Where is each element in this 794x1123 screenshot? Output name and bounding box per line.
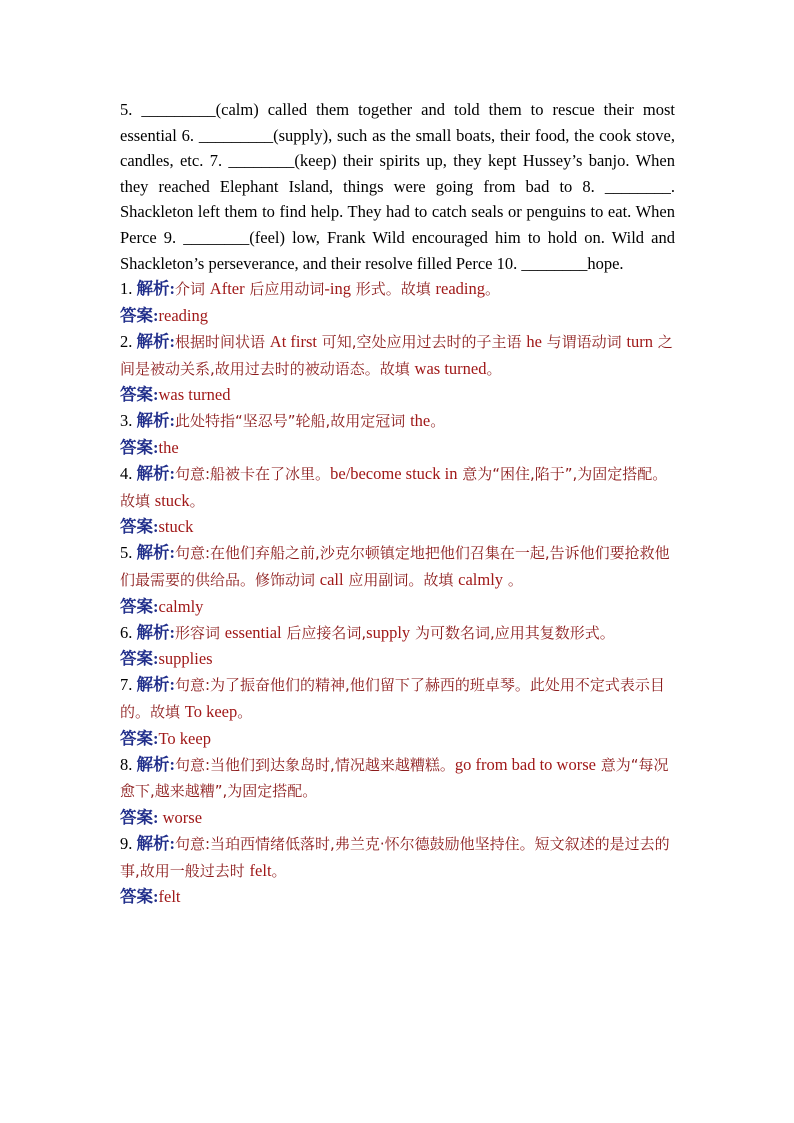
analysis-text: 形式。故填 [350, 280, 436, 299]
answer-entry [120, 303, 675, 329]
answer-label: 答案: [120, 305, 159, 325]
english-term: go from bad to worse [454, 754, 596, 774]
analysis-text: 句意:船被卡在了冰里。 [175, 464, 331, 483]
english-term: the [410, 411, 431, 431]
answer-entry [120, 646, 675, 672]
item-number: 8. [120, 754, 137, 774]
analysis-text: 之间是被动关系,故用过去时的被动语态。故填 [120, 332, 673, 378]
answer-value: felt [158, 887, 181, 907]
analysis-label: 解析: [136, 463, 175, 483]
item-number: 4. [120, 463, 137, 483]
analysis-text: 句意:当珀西情绪低落时,弗兰克·怀尔德鼓励他坚持住。短文叙述的是过去的事,故用一般过去时 [120, 834, 670, 880]
analysis-label: 解析: [136, 675, 175, 695]
answer-entry [120, 884, 675, 910]
english-term: he [526, 331, 542, 351]
answer-label: 答案: [120, 649, 159, 669]
english-term: -ing [324, 279, 351, 299]
english-term: turn [626, 331, 654, 351]
answer-label: 答案: [120, 517, 159, 537]
analysis-entry [120, 672, 675, 726]
analysis-text: 。 [430, 412, 446, 431]
english-term: stuck [154, 490, 190, 510]
analysis-label: 解析: [136, 279, 175, 299]
analysis-text: 介词 [175, 280, 210, 299]
answer-value: reading [158, 305, 208, 325]
analysis-label: 解析: [136, 754, 175, 774]
analysis-text: 。 [237, 702, 253, 721]
answer-value: To keep [158, 728, 211, 748]
analysis-text: 句意:在他们弃船之前,沙克尔顿镇定地把他们召集在一起,告诉他们要抢救他们最需要的供给品。修饰动词 [120, 544, 670, 589]
analysis-text: 意为“困住,陷于”,为固定搭配。故填 [120, 464, 668, 510]
analysis-text: 。 [189, 491, 205, 510]
item-number: 6. [120, 622, 137, 642]
item-number: 3. [120, 411, 137, 431]
analysis-text: 。 [486, 359, 502, 378]
analysis-text: 后应接名词, [281, 623, 367, 642]
analysis-entry [120, 329, 675, 383]
answer-entry [120, 382, 675, 408]
english-term: call [319, 569, 344, 589]
answer-entry [120, 514, 675, 540]
analysis-label: 解析: [136, 331, 175, 351]
answer-value: worse [158, 808, 203, 828]
analysis-text: 应用副词。故填 [343, 570, 459, 589]
analysis-text: 意为“每况愈下,越来越糟”,为固定搭配。 [120, 755, 669, 801]
analysis-text: 为可数名词,应用其复数形式。 [410, 623, 615, 642]
answer-value: the [158, 437, 179, 457]
item-number: 7. [120, 675, 137, 695]
analysis-text: 后应用动词 [244, 280, 325, 299]
answer-list [120, 276, 675, 910]
cloze-passage: 5. _________(calm) called them together and told them to rescue their most essential 6. _________(supply), such as the small boats, their food, the cook stove, candles, etc. 7. ________(keep) their spirits up, they kept Hussey’s banjo. When they reached Elephant Island, things were going from bad to 8. ________. Shackleton left them to find help. They had to catch seals or penguins to eat. When Perce 9. ________(feel) low, Frank Wild encouraged him to hold on. Wild and Shackleton’s perseverance, and their resolve filled Perce 10. ________hope. [120, 100, 675, 273]
analysis-entry [120, 276, 675, 303]
answer-value: supplies [158, 649, 213, 669]
analysis-label: 解析: [136, 622, 175, 642]
answer-entry [120, 726, 675, 752]
analysis-entry [120, 408, 675, 435]
analysis-text: 句意:为了振奋他们的精神,他们留下了赫西的班卓琴。此处用不定式表示目的。故填 [120, 676, 665, 721]
analysis-entry [120, 752, 675, 806]
answer-entry [120, 594, 675, 620]
analysis-text: 。 [485, 280, 501, 299]
answer-label: 答案: [120, 808, 159, 828]
answer-value: calmly [158, 596, 204, 616]
analysis-text: 根据时间状语 [175, 332, 270, 351]
analysis-text: 可知,空处应用过去时的子主语 [317, 332, 527, 351]
analysis-text: 句意:当他们到达象岛时,情况越来越糟糕。 [175, 755, 455, 774]
english-term: supply [366, 622, 411, 642]
item-number: 9. [120, 833, 137, 853]
analysis-text: 。 [503, 570, 523, 589]
english-term: be/become stuck in [330, 463, 458, 483]
analysis-entry [120, 831, 675, 885]
english-term: reading [435, 279, 486, 299]
analysis-text: 。 [271, 861, 287, 880]
english-term: felt [249, 860, 272, 880]
analysis-text: 与谓语动词 [541, 332, 627, 351]
analysis-label: 解析: [136, 411, 175, 431]
answer-value: stuck [158, 517, 194, 537]
answer-label: 答案: [120, 596, 159, 616]
document-page [120, 97, 675, 910]
analysis-entry [120, 540, 675, 594]
analysis-text: 形容词 [175, 623, 225, 642]
answer-value: was turned [158, 385, 231, 405]
item-number: 1. [120, 279, 137, 299]
english-term: After [209, 279, 245, 299]
english-term: calmly [458, 569, 504, 589]
answer-label: 答案: [120, 887, 159, 907]
analysis-entry [120, 620, 675, 647]
analysis-entry [120, 461, 675, 515]
answer-label: 答案: [120, 728, 159, 748]
analysis-text: 此处特指“坚忍号”轮船,故用定冠词 [175, 412, 411, 431]
answer-label: 答案: [120, 437, 159, 457]
analysis-label: 解析: [136, 833, 175, 853]
english-term: To keep [184, 701, 238, 721]
answer-label: 答案: [120, 385, 159, 405]
english-term: At first [269, 331, 317, 351]
english-term: essential [224, 622, 282, 642]
answer-entry [120, 435, 675, 461]
item-number: 5. [120, 543, 137, 563]
english-term: was turned [414, 358, 487, 378]
answer-entry [120, 805, 675, 831]
item-number: 2. [120, 331, 137, 351]
analysis-label: 解析: [136, 543, 175, 563]
